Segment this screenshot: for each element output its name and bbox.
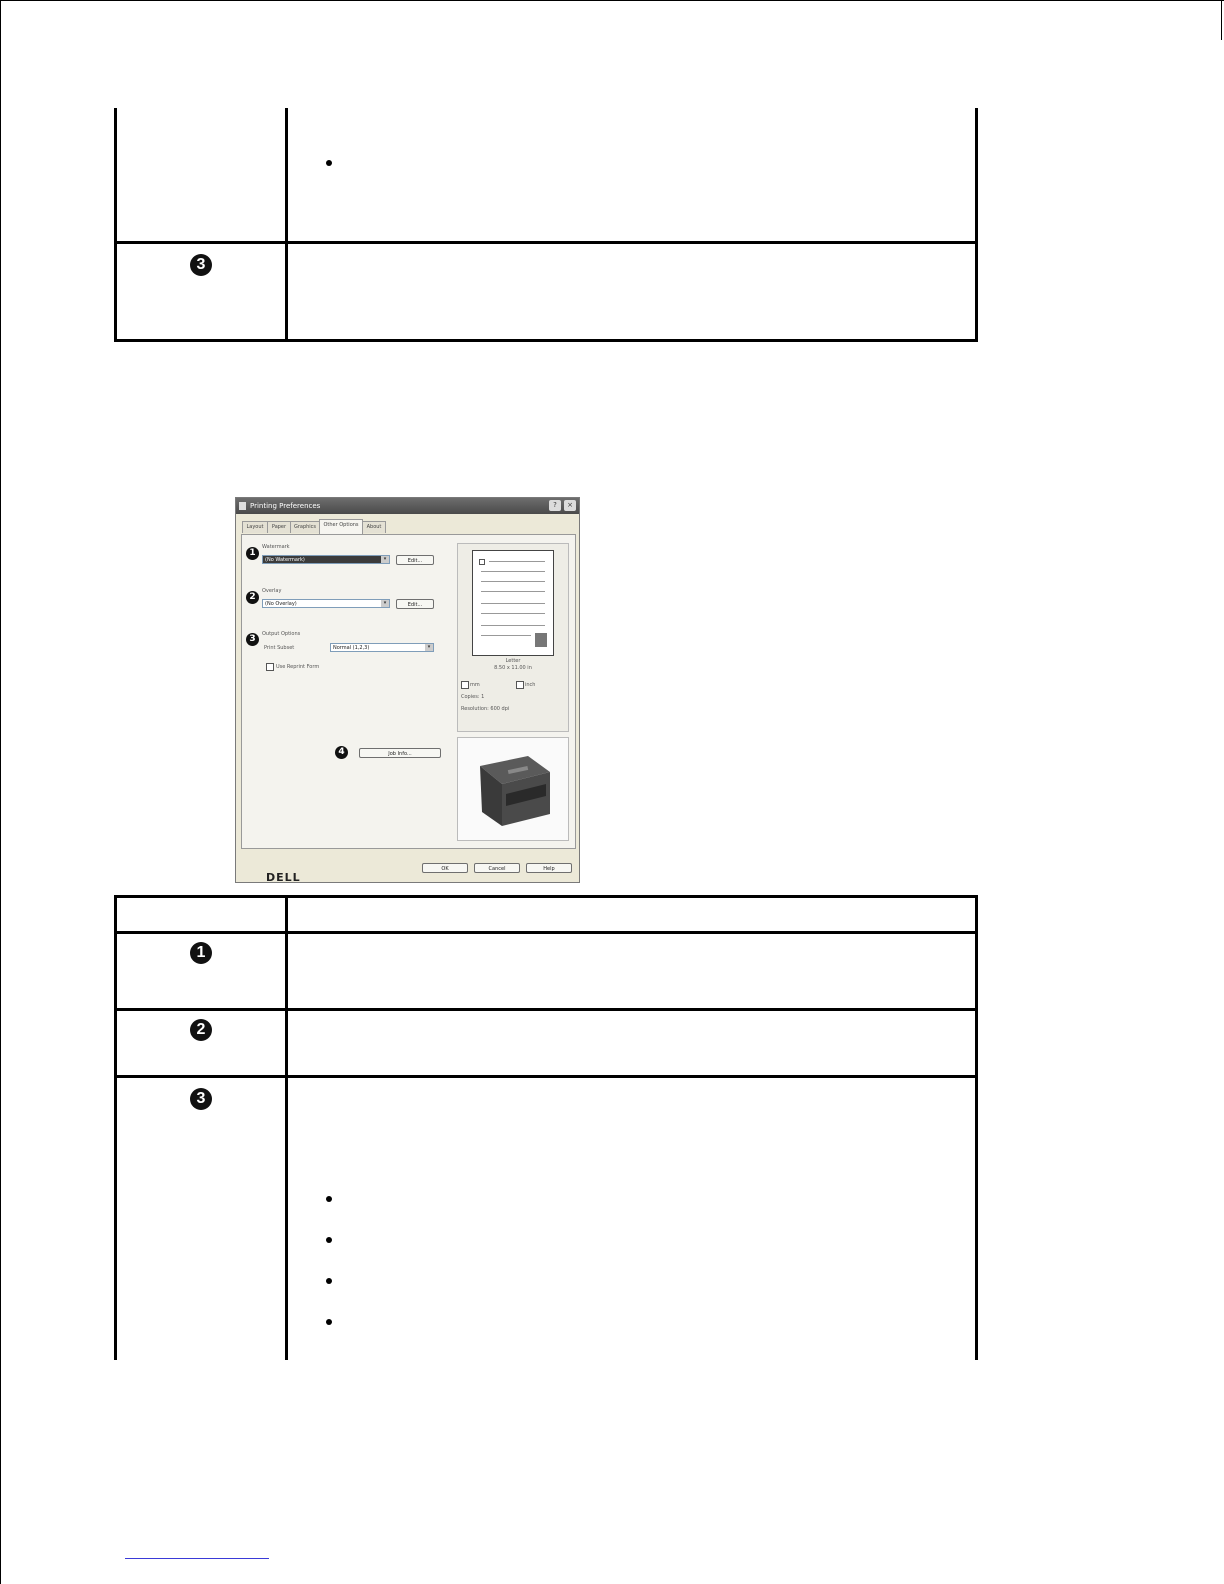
table-cell-number [116, 242, 287, 340]
page-border-top [0, 0, 1224, 1]
bullet-icon [326, 1196, 332, 1202]
mm-radio[interactable] [461, 681, 469, 689]
text-line [481, 613, 545, 614]
table-cell-description [287, 242, 977, 340]
chevron-down-icon: ▾ [425, 644, 433, 651]
table-row [116, 1010, 977, 1077]
list-item [288, 1237, 975, 1278]
text-line [481, 581, 545, 582]
table-header-cell [287, 897, 977, 933]
inch-label: inch [525, 682, 536, 688]
chevron-down-icon: ▾ [381, 556, 389, 563]
printer-icon [239, 502, 246, 510]
bullet-icon [326, 160, 332, 166]
text-line [481, 603, 545, 604]
printer-icon [458, 738, 568, 840]
barcode-icon [535, 633, 547, 647]
table-header-cell [116, 897, 287, 933]
watermark-value: (No Watermark) [265, 557, 305, 563]
paper-name: Letter [505, 658, 521, 664]
table-row [116, 242, 977, 340]
tab-graphics[interactable]: Graphics [290, 521, 320, 533]
callout-1-icon: 1 [246, 547, 259, 560]
watermark-edit-button[interactable]: Edit... [396, 555, 434, 565]
table-row [116, 108, 977, 242]
help-title-button[interactable]: ? [549, 500, 561, 511]
dialog-title: Printing Preferences [250, 502, 321, 510]
cancel-button[interactable]: Cancel [474, 863, 520, 873]
copies-label: Copies: 1 [461, 694, 485, 700]
text-line [489, 561, 545, 562]
callout-number-icon: 3 [190, 1088, 212, 1110]
list-item [288, 1278, 975, 1319]
print-subset-label: Print Subset [264, 645, 295, 651]
callout-4-icon: 4 [335, 746, 348, 759]
print-subset-select[interactable] [330, 643, 434, 652]
page-preview [457, 543, 569, 732]
mark-icon [479, 559, 485, 565]
top-table [114, 108, 978, 342]
page-border-left [0, 0, 1, 1584]
close-title-button[interactable]: × [564, 500, 576, 511]
chevron-down-icon: ▾ [381, 600, 389, 607]
table-cell-description [287, 1010, 977, 1077]
list-item [288, 1196, 975, 1237]
tab-about[interactable]: About [362, 521, 386, 533]
watermark-select[interactable] [262, 555, 390, 564]
table-cell-description [287, 933, 977, 1010]
resolution-label: Resolution: 600 dpi [461, 706, 510, 712]
print-subset-value: Normal (1,2,3) [333, 645, 370, 651]
inch-radio[interactable] [516, 681, 524, 689]
ok-button[interactable]: OK [422, 863, 468, 873]
bullet-icon [326, 1278, 332, 1284]
printer-image [457, 737, 569, 841]
footer-link-underline[interactable] [125, 1558, 269, 1559]
help-button[interactable]: Help [526, 863, 572, 873]
bullet-icon [326, 1237, 332, 1243]
tab-other-options[interactable]: Other Options [319, 519, 363, 534]
list-item [288, 160, 975, 201]
text-line [481, 635, 531, 636]
callout-number-icon: 2 [190, 1019, 212, 1041]
callout-number-icon: 3 [190, 254, 212, 276]
tab-layout[interactable]: Layout [242, 521, 268, 533]
paper-size: 8.50 x 11.00 in [494, 665, 532, 671]
bullet-list [288, 1196, 975, 1360]
table-cell-description [287, 1077, 977, 1361]
callout-2-icon: 2 [246, 591, 259, 604]
overlay-label: Overlay [262, 588, 282, 594]
text-line [481, 571, 545, 572]
list-item [288, 1319, 975, 1360]
overlay-edit-button[interactable]: Edit... [396, 599, 434, 609]
reprint-checkbox[interactable] [266, 663, 274, 671]
job-info-button[interactable]: Job Info... [359, 748, 441, 758]
table-cell-number [116, 1077, 287, 1361]
table-cell-number [116, 1010, 287, 1077]
bullet-icon [326, 1319, 332, 1325]
bullet-list [288, 160, 975, 201]
callout-3-icon: 3 [246, 633, 259, 646]
bottom-table [114, 895, 978, 1360]
table-row [116, 1077, 977, 1361]
table-header-row [116, 897, 977, 933]
page-border-right [1221, 0, 1222, 40]
table-cell-number [116, 108, 287, 242]
table-row [116, 933, 977, 1010]
printing-preferences-dialog [235, 497, 580, 883]
overlay-select[interactable] [262, 599, 390, 608]
overlay-value: (No Overlay) [265, 601, 297, 607]
output-options-label: Output Options [262, 631, 301, 637]
dell-logo: DELL [266, 871, 301, 883]
table-cell-description [287, 108, 977, 242]
watermark-label: Watermark [262, 544, 290, 550]
reprint-label: Use Reprint Form [276, 664, 320, 670]
mm-label: mm [470, 682, 480, 688]
text-line [481, 591, 545, 592]
table-cell-number [116, 933, 287, 1010]
dialog-title-bar [236, 498, 579, 514]
callout-number-icon: 1 [190, 942, 212, 964]
paper-preview [472, 550, 554, 656]
text-line [481, 625, 545, 626]
tab-paper[interactable]: Paper [267, 521, 291, 533]
